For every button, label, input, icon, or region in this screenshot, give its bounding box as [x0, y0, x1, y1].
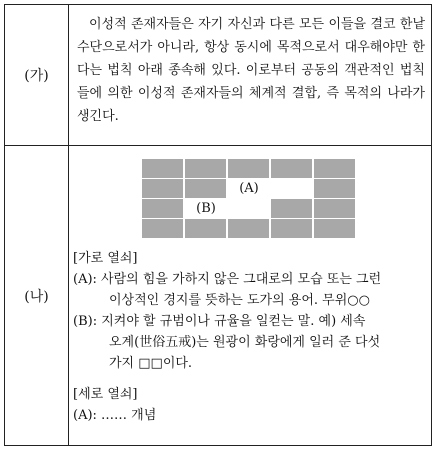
- grid-cell: [314, 159, 355, 178]
- grid-cell: [271, 159, 312, 178]
- clue-text: 오계(世俗五戒)는 원광이 화랑에게 일러 준 다섯: [109, 335, 381, 350]
- row-na: [5, 146, 431, 445]
- grid-cell: [228, 159, 269, 178]
- clue-key: (A):: [73, 408, 97, 423]
- across-clue-a: [73, 269, 429, 311]
- clues: [73, 248, 429, 426]
- row-label-ga: (가): [5, 5, 69, 145]
- clue-text: 사람의 힘을 가하지 않은 그대로의 모습 또는 그런: [96, 272, 382, 287]
- grid-cell: [271, 219, 312, 238]
- row-ga: [5, 5, 431, 146]
- row-label-na: (나): [5, 146, 69, 445]
- passage-ga-text: 이성적 존재자들은 자기 자신과 다른 모든 이들을 결코 한낱 수단으로서가 아니라, 항상 동시에 목적으로서 대우해야만 한다는 법칙 아래 종속해 있다. 이로부터 공동의 객관적인 법칙들에 의한 이성적 존재자들의 체계적 결합, 즉 목적의 나라가 생긴다.: [77, 17, 425, 124]
- grid-cell: [142, 219, 183, 238]
- grid-cell: [314, 179, 355, 198]
- grid-cell: [314, 199, 355, 218]
- grid-label-b: (B): [196, 201, 216, 216]
- passage-ga: [77, 13, 425, 128]
- grid-cell: [228, 219, 269, 238]
- grid-cell: [185, 219, 226, 238]
- across-title: [가로 열쇠]: [73, 251, 138, 266]
- grid-cell: [271, 199, 312, 218]
- clue-text: 가지 □□이다.: [109, 356, 193, 371]
- clue-text: …… 개념: [96, 408, 157, 423]
- down-title: [세로 열쇠]: [73, 387, 138, 402]
- question-table: [4, 4, 432, 446]
- grid-cell: [142, 179, 183, 198]
- grid-cell: [185, 179, 226, 198]
- grid-label-a: (A): [239, 181, 259, 196]
- grid-cell: [142, 199, 183, 218]
- clue-text: 이상적인 경지를 뜻하는 도가의 용어. 무위○○: [109, 293, 370, 308]
- clue-text: 지켜야 할 규범이나 규율을 일컫는 말. 예) 세속: [97, 314, 366, 329]
- grid-cell: [314, 219, 355, 238]
- grid-cell: [185, 159, 226, 178]
- clue-key: (B):: [73, 314, 98, 329]
- down-clue-a: [73, 405, 429, 426]
- crossword-grid: [142, 159, 356, 239]
- grid-cell: [142, 159, 183, 178]
- across-clue-b: [73, 311, 429, 374]
- clue-key: (A):: [73, 272, 97, 287]
